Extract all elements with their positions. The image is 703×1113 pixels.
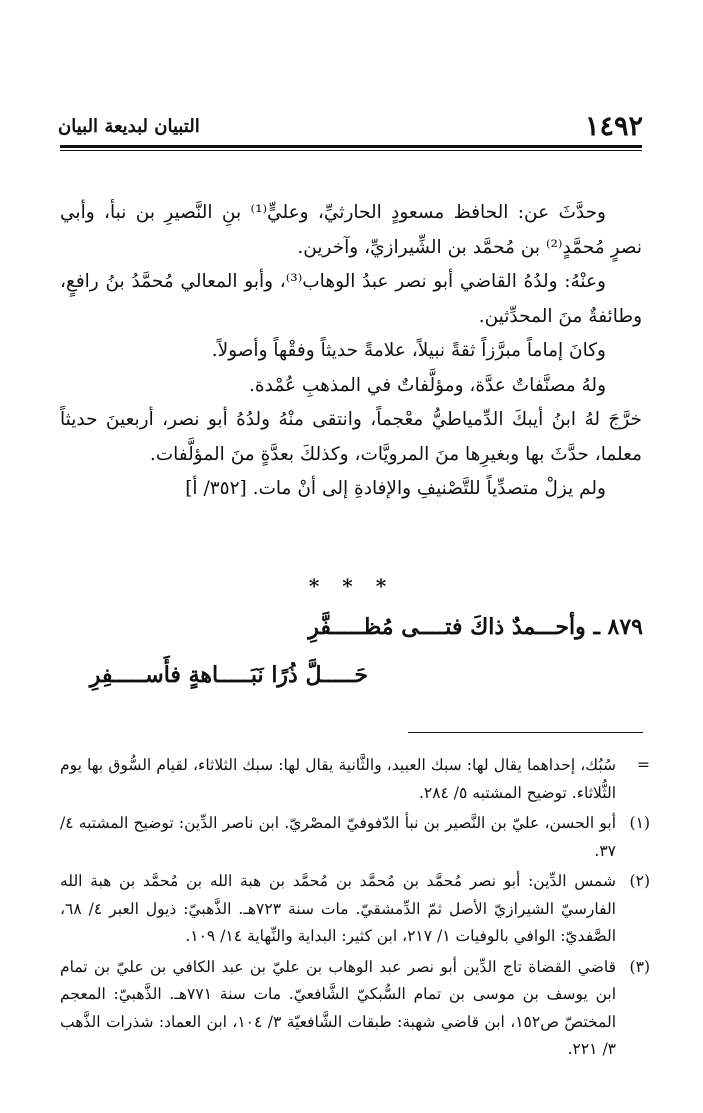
main-text: [60, 196, 642, 507]
footnote-3: [60, 954, 650, 1064]
footnote-marker: (٣): [629, 957, 650, 976]
running-title: التبيان لبديعة البيان: [58, 116, 200, 137]
page-number: ١٤٩٢: [584, 111, 643, 142]
verse-hemistich-2: حَـــــلَّ ذُرًا نَبَـــــاهةٍ فأَســـــفِرِ: [89, 662, 368, 688]
paragraph-students: وعنْهُ: ولدُهُ القاضي أبو نصر عبدُ الوهاب⁽³⁾، وأبو المعالي مُحمَّدُ بنُ رافعٍ، وطائفةٌ منَ المحدِّثين.: [60, 271, 642, 327]
paragraph-narrated-from: وحدَّثَ عن: الحافظ مسعودٍ الحارثيِّ، وعليٍّ⁽¹⁾ بنِ النَّصيرِ بن نبأ، وأبي نصرٍ مُحمَّدٍ⁽²⁾ بن مُحمَّد بن الشِّيرازيِّ، وآخرين.: [60, 202, 642, 258]
footnote-text: سُبُك، إحداهما يقال لها: سبك العبيد، والثَّانية يقال لها: سبك الثلاثاء، لقيام السُّوق بها يوم الثُّلاثاء. توضيح المشتبه ٥/ ٢٨٤.: [60, 756, 616, 802]
verse-line-2: [90, 662, 368, 688]
footnote-2: [60, 868, 650, 951]
section-separator: * * *: [308, 574, 395, 598]
footnote-marker: (٢): [629, 872, 650, 890]
verse-hemistich-1: وأحـــمدٌ ذاكَ فتــــى مُظـــــفَّرِ: [308, 614, 586, 640]
paragraph-works: ولهُ مصنَّفاتٌ عدَّة، ومؤلَّفاتٌ في المذهبِ عُمْدة.: [249, 374, 606, 396]
verse-line-1: [308, 614, 643, 640]
header-rule-thick: [60, 145, 642, 148]
footnote-continued: [60, 752, 650, 807]
footnote-text: قاضي القضاة تاج الدِّين أبو نصر عبد الوهاب بن عليّ بن عبد الكافي بن عليّ بن تمام ابن يوسف بن موسى بن تمام السُّبكيّ الشَّافعيّ. مات سنة ٧٧١هـ. الذَّهبيّ: المعجم المختصّ ص١٥٢، ابن قاضي شهبة: طبقات الشَّافعيّة ٣/ ١٠٤، ابن العماد: شذرات الذَّهب ٣/ ٢٢١.: [60, 957, 617, 1058]
footnotes: [60, 752, 650, 1067]
footnote-rule: [408, 732, 643, 733]
footnote-marker: =: [637, 756, 650, 774]
footnote-1: [60, 810, 650, 865]
page-header: [58, 112, 643, 142]
paragraph-mujam: خرَّجَ لهُ ابنُ أيبكَ الدِّمياطيُّ معْجماً، وانتقى منْهُ ولدُهُ أبو نصر، أربعينَ حديثاً معلما، حدَّثَ بها وبغيرِها منَ المرويَّات، وكذلكَ بعدَّةٍ منَ المؤلَّفات.: [60, 409, 642, 465]
paragraph-description: وكانَ إماماً مبرَّزاً ثقةً نبيلاً، علامةً حديثاً وفقْهاً وأصولاً.: [211, 340, 606, 361]
paragraph-death: ولم يزلْ متصدِّياً للتَّصْنيفِ والإفادةِ إلى أنْ مات. [٣٥٢/ أ]: [185, 478, 606, 499]
footnote-marker: (١): [629, 814, 650, 832]
verse-number: ٨٧٩ ـ: [593, 614, 643, 640]
footnote-text: أبو الحسن، عليّ بن النَّصير بن نبأ الدّفوفيّ المصْريّ. ابن ناصر الدِّين: توضيح المشتبه ٤/ ٣٧.: [60, 814, 616, 860]
footnote-text: شمس الدِّين: أبو نصر مُحمَّد بن مُحمَّد بن مُحمَّد بن هبة الله بن مُحمَّد بن هبة الله الفارسيّ الشيرازيّ الأصل ثمّ الدِّمشقيّ. مات سنة ٧٢٣هـ. الذَّهبيّ: ذيول العبر ٤/ ٦٨، الصَّفديّ: الوافي بالوفيات ١/ ٢١٧، ابن كثير: البداية والنِّهاية ١٤/ ١٠٩.: [60, 872, 616, 945]
header-rule-thin: [60, 150, 642, 151]
